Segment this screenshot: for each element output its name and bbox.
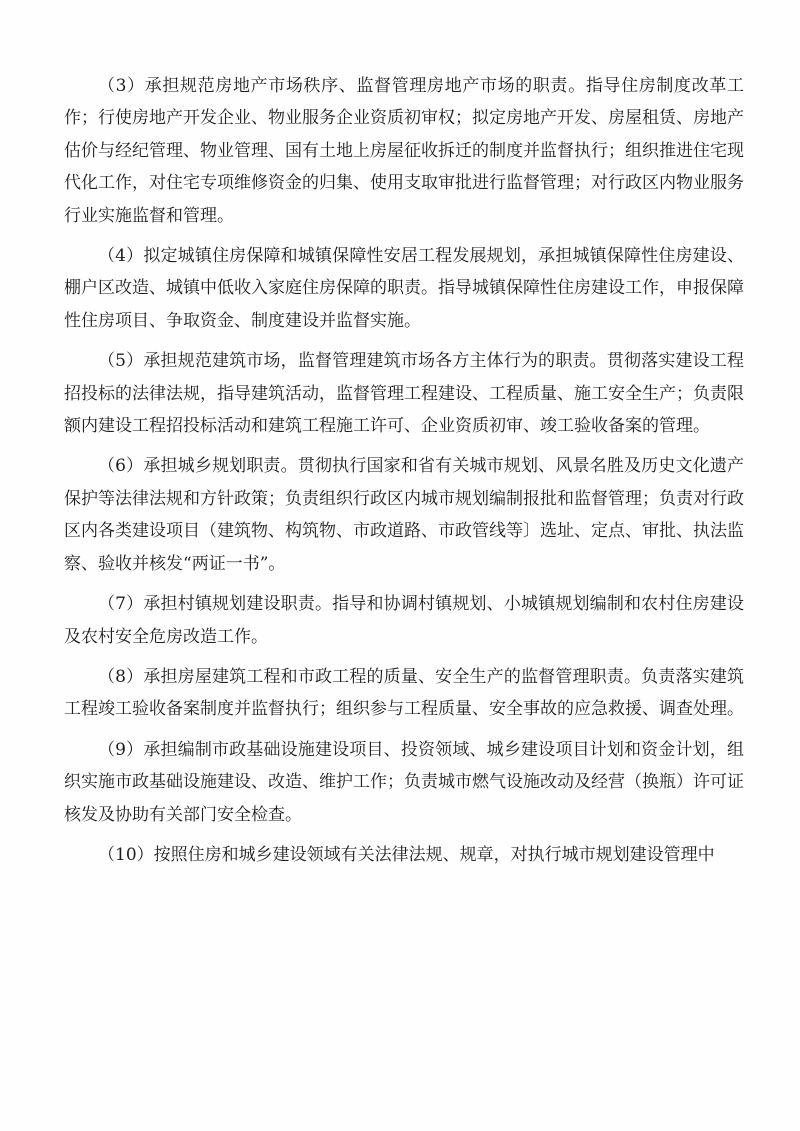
paragraph-item-4: （4）拟定城镇住房保障和城镇保障性安居工程发展规划，承担城镇保障性住房建设、棚户区改造、城镇中低收入家庭住房保障的职责。指导城镇保障性住房建设工作，申报保障性住房项目、争取资金、制度建设并监督实施。 — [64, 246, 744, 331]
paragraph-item-3: （3）承担规范房地产市场秩序、监督管理房地产市场的职责。指导住房制度改革工作；行使房地产开发企业、物业服务企业资质初审权；拟定房地产开发、房屋租赁、房地产估价与经纪管理、物业管理、国有土地上房屋征收拆迁的制度并监督执行；组织推进住宅现代化工作，对住宅专项维修资金的归集、使用支取审批进行监督管理；对行政区内物业服务行业实施监督和管理。 — [64, 76, 744, 226]
paragraph-item-6: （6）承担城乡规划职责。贯彻执行国家和省有关城市规划、风景名胜及历史文化遗产保护等法律法规和方针政策；负责组织行政区内城市规划编制报批和监督管理；负责对行政区内各类建设项目（建筑物、构筑物、市政道路、市政管线等〕选址、定点、审批、执法监察、验收并核发“两证一书”。 — [64, 456, 744, 574]
paragraph-item-7: （7）承担村镇规划建设职责。指导和协调村镇规划、小城镇规划编制和农村住房建设及农村安全危房改造工作。 — [64, 594, 744, 647]
paragraph-item-5: （5）承担规范建筑市场，监督管理建筑市场各方主体行为的职责。贯彻落实建设工程招投标的法律法规，指导建筑活动，监督管理工程建设、工程质量、施工安全生产；负责限额内建设工程招投标活动和建筑工程施工许可、企业资质初审、竣工验收备案的管理。 — [64, 351, 744, 437]
paragraph-item-10: （10）按照住房和城乡建设领域有关法律法规、规章，对执行城市规划建设管理中 — [98, 844, 715, 865]
document-body — [64, 70, 744, 871]
paragraph-item-9: （9）承担编制市政基础设施建设项目、投资领域、城乡建设项目计划和资金计划，组织实施市政基础设施建设、改造、维护工作；负责城市燃气设施改动及经营（换瓶）许可证核发及协助有关部门安全检查。 — [64, 739, 744, 825]
paragraph-item-8: （8）承担房屋建筑工程和市政工程的质量、安全生产的监督管理职责。负责落实建筑工程竣工验收备案制度并监督执行；组织参与工程质量、安全事故的应急救援、调查处理。 — [64, 666, 744, 720]
